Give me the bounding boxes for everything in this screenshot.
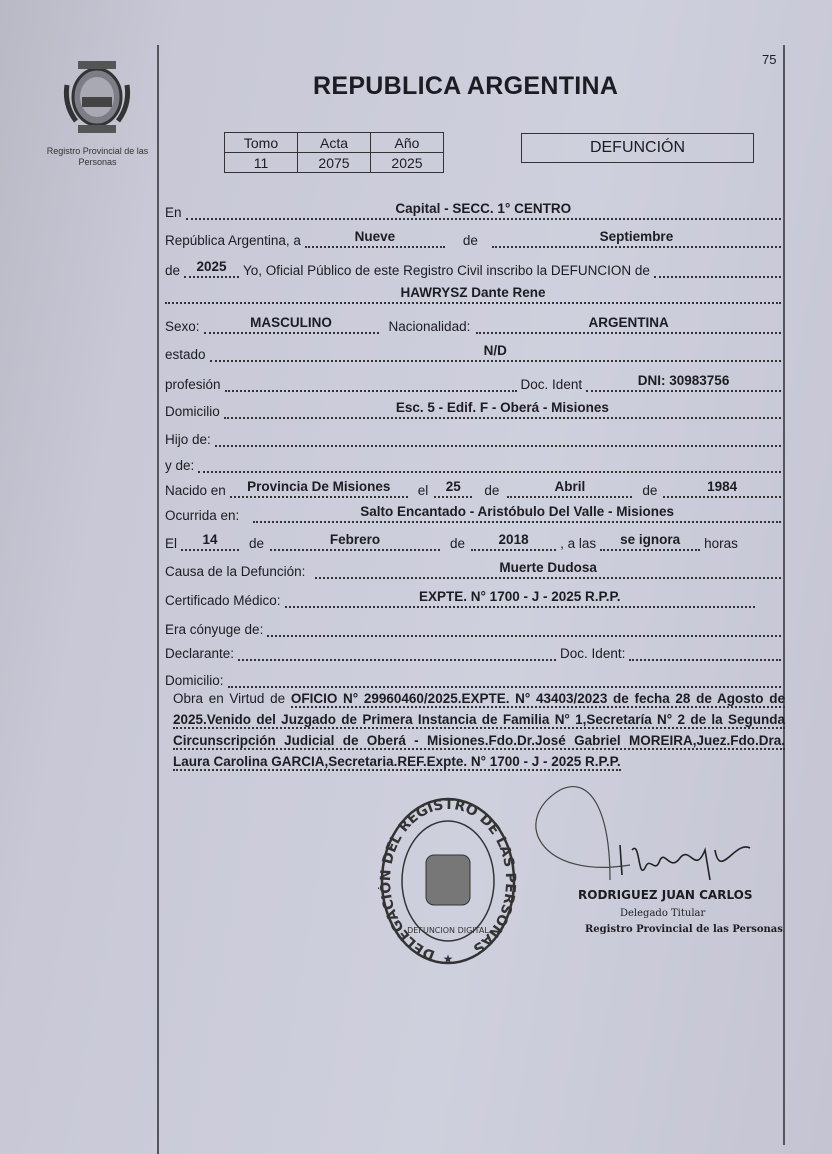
- row-year: [165, 260, 785, 278]
- value-profession: [225, 373, 517, 392]
- label: de: [450, 536, 466, 551]
- label: Hijo de:: [165, 432, 211, 447]
- value-address2: [228, 669, 781, 688]
- label: de: [642, 483, 658, 498]
- value-year: 2025: [184, 259, 239, 278]
- blank: [654, 259, 781, 278]
- row-birth: [165, 480, 785, 498]
- value-tomo: 11: [225, 153, 298, 173]
- svg-text:DEFUNCION DIGITAL: DEFUNCION DIGITAL: [407, 926, 489, 935]
- value-cause: Muerte Dudosa: [315, 560, 781, 579]
- row-estado: [165, 344, 785, 362]
- label: de: [484, 483, 500, 498]
- label: el: [417, 483, 429, 498]
- svg-text:DELEGACIÓN DEL REGISTRO DE LAS: DELEGACIÓN DEL REGISTRO DE LAS PERSONAS: [378, 796, 518, 963]
- value-name: HAWRYSZ Dante Rene: [165, 285, 781, 304]
- value-declarant-doc: [629, 642, 781, 661]
- observations-text: OFICIO N° 29960460/2025.EXPTE. N° 43403/2023 de fecha 28 de Agosto de 2025.Venido del Juzgado de Primera Instancia de Familia N° 1,Secretaría N° 2 de la Segunda Circunscripción Judicial de Oberá - Misiones.Fdo.Dr.José Gabriel MOREIRA,Juez.Fdo.Dra. Laura Carolina GARCIA,Secretaria.REF.Expte. N° 1700 - J - 2025 R.P.P.: [173, 691, 785, 769]
- row-name: [165, 286, 785, 304]
- observations-paragraph: [173, 688, 785, 772]
- header-tomo: Tomo: [225, 133, 298, 153]
- header-ano: Año: [371, 133, 444, 153]
- row-certificate: [165, 590, 785, 608]
- value-spouse: [267, 618, 781, 637]
- record-type-box: DEFUNCIÓN: [521, 133, 754, 163]
- label: de: [165, 263, 181, 278]
- signatory-role: Delegado Titular: [620, 908, 706, 919]
- row-address2: [165, 670, 785, 688]
- row-spouse: [165, 619, 785, 637]
- row-address: [165, 401, 785, 419]
- value-birthplace: Provincia De Misiones: [230, 479, 408, 498]
- value-nationality: ARGENTINA: [476, 315, 781, 334]
- svg-text:★: ★: [442, 952, 454, 966]
- row-profession: [165, 374, 785, 392]
- label: Yo, Oficial Público de este Registro Civil inscribo la DEFUNCION de: [243, 263, 650, 278]
- document-title: REPUBLICA ARGENTINA: [313, 72, 619, 100]
- label: de: [462, 233, 478, 248]
- row-en: [165, 202, 785, 220]
- value-birth-year: 1984: [663, 479, 781, 498]
- label: y de:: [165, 458, 195, 473]
- value-day: Nueve: [305, 229, 445, 248]
- province-coat-of-arms-logo: [62, 55, 132, 135]
- observations-prefix: Obra en Virtud de: [173, 691, 286, 706]
- label: Declarante:: [165, 646, 235, 661]
- value-parent2: [198, 454, 781, 473]
- value-declarant: [238, 642, 556, 661]
- label: profesión: [165, 377, 221, 392]
- row-cause: [165, 561, 785, 579]
- registry-caption: Registro Provincial de las Personas: [46, 146, 149, 167]
- value-parent1: [215, 428, 781, 447]
- label: Nacionalidad:: [388, 319, 471, 334]
- value-death-year: 2018: [471, 532, 556, 551]
- value-birth-month: Abril: [507, 479, 632, 498]
- value-civil-status: N/D: [210, 343, 781, 362]
- label: Era cónyuge de:: [165, 622, 264, 637]
- label: Nacido en: [165, 483, 226, 498]
- left-margin-line: [157, 45, 159, 1154]
- row-death-date: [165, 533, 785, 551]
- label: Domicilio: [165, 404, 220, 419]
- row-declarant: [165, 643, 785, 661]
- label: En: [165, 205, 182, 220]
- record-table: [224, 132, 444, 173]
- value-death-place: Salto Encantado - Aristóbulo Del Valle - Misiones: [253, 504, 781, 523]
- row-date: [165, 230, 785, 248]
- value-document: DNI: 30983756: [586, 373, 781, 392]
- label: República Argentina, a: [165, 233, 301, 248]
- label: estado: [165, 347, 206, 362]
- header-acta: Acta: [298, 133, 371, 153]
- label: Causa de la Defunción:: [165, 564, 306, 579]
- value-address: Esc. 5 - Edif. F - Oberá - Misiones: [224, 400, 781, 419]
- value-death-month: Febrero: [270, 532, 440, 551]
- value-ano: 2025: [371, 153, 444, 173]
- value-certificate: EXPTE. N° 1700 - J - 2025 R.P.P.: [285, 589, 755, 608]
- label: horas: [704, 536, 738, 551]
- signatory-organization: Registro Provincial de las Personas: [585, 924, 783, 935]
- handwritten-signature: [520, 780, 780, 900]
- label: Domicilio:: [165, 673, 224, 688]
- value-death-day: 14: [181, 532, 239, 551]
- label: de: [249, 536, 265, 551]
- row-parent2: [165, 455, 785, 473]
- value-birth-day: 25: [434, 479, 472, 498]
- label: Doc. Ident:: [560, 646, 626, 661]
- label: El: [165, 536, 178, 551]
- row-sex: [165, 316, 785, 334]
- signatory-name: RODRIGUEZ JUAN CARLOS: [578, 888, 753, 902]
- value-acta: 2075: [298, 153, 371, 173]
- label: Sexo:: [165, 319, 200, 334]
- value-sex: MASCULINO: [204, 315, 379, 334]
- value-place: Capital - SECC. 1° CENTRO: [186, 201, 781, 220]
- value-death-time: se ignora: [600, 532, 700, 551]
- label: , a las: [560, 536, 597, 551]
- registry-stamp: [378, 793, 518, 973]
- row-parent1: [165, 429, 785, 447]
- label: Certificado Médico:: [165, 593, 281, 608]
- page-number: 75: [762, 52, 777, 67]
- label: Ocurrida en:: [165, 508, 240, 523]
- value-month: Septiembre: [492, 229, 781, 248]
- row-occurred: [165, 505, 785, 523]
- label: Doc. Ident: [520, 377, 583, 392]
